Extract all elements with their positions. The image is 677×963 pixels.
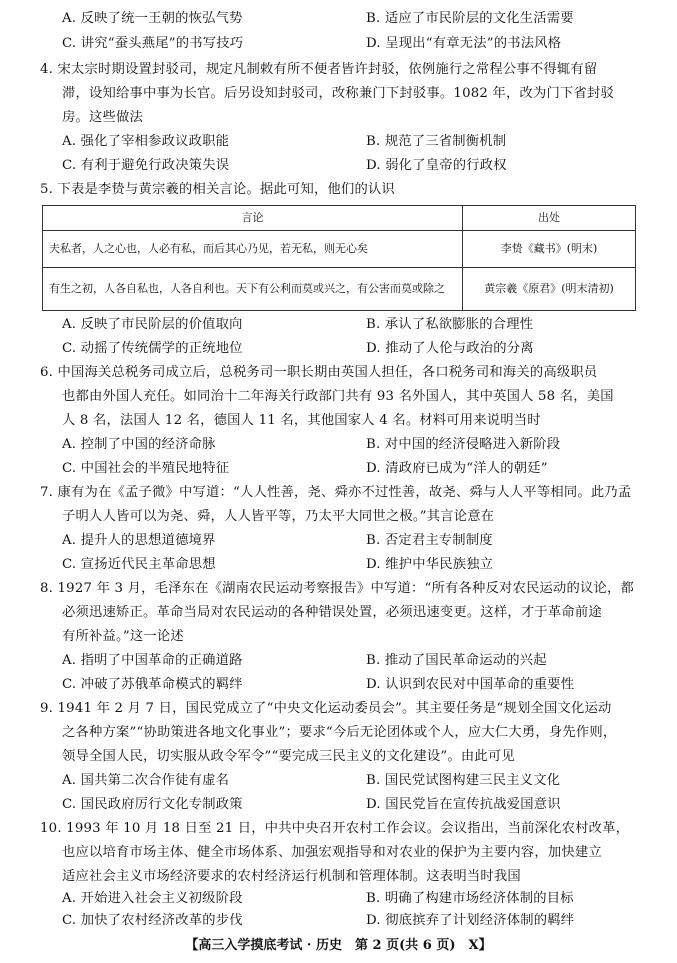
q9-option-d[interactable]: D. 国民党旨在宣传抗战爱国意识 <box>366 797 561 812</box>
q10-option-b[interactable]: B. 明确了构建市场经济体制的目标 <box>366 891 574 906</box>
q4-option-a[interactable]: A. 强化了宰相参政议政职能 <box>62 134 230 149</box>
q8-stem-line: 必须迅速矫正。革命当局对农民运动的各种错误处置，必须迅速变更。这样，才于革命前途 <box>62 605 602 620</box>
q4-option-b[interactable]: B. 规范了三省制衡机制 <box>366 134 507 149</box>
table-row <box>43 268 636 311</box>
q4-option-d[interactable]: D. 弱化了皇帝的行政权 <box>366 158 507 173</box>
q6-stem-line: 也都由外国人充任。如同治十二年海关行政部门共有 93 名外国人，其中英国人 58 名，美国 <box>62 389 614 404</box>
q6-option-d[interactable]: D. 清政府已成为“洋人的朝廷” <box>366 461 548 476</box>
q9-stem-line: 9. 1941 年 2 月 7 日，国民党成立了“中央文化运动委员会”。其主要任务是“规划全国文化运动 <box>40 701 612 716</box>
q9-stem-line: 领导全国人民，切实服从政令军令”“要完成三民主义的文化建设”。由此可见 <box>62 749 515 764</box>
table-row <box>43 231 636 268</box>
q7-option-d[interactable]: D. 维护中华民族独立 <box>366 557 494 572</box>
page-footer: 【高三入学摸底考试 · 历史 第 2 页(共 6 页) X】 <box>185 938 492 953</box>
q7-option-c[interactable]: C. 宣扬近代民主革命思想 <box>62 557 216 572</box>
q6-option-c[interactable]: C. 中国社会的半殖民地特征 <box>62 461 230 476</box>
table-cell-quote: 夫私者，人之心也，人必有私，而后其心乃见，若无私，则无心矣 <box>43 231 463 268</box>
q6-option-b[interactable]: B. 对中国的经济侵略进入新阶段 <box>366 437 561 452</box>
q4-option-c[interactable]: C. 有利于避免行政决策失误 <box>62 158 230 173</box>
q3-option-a[interactable]: A. 反映了统一王朝的恢弘气势 <box>62 11 243 26</box>
q7-stem-line: 子明人人皆可以为尧、舜，人人皆平等，乃太平大同世之极。”其言论意在 <box>62 509 495 524</box>
table-header-cell: 出处 <box>463 206 636 231</box>
q8-option-a[interactable]: A. 指明了中国革命的正确道路 <box>62 653 243 668</box>
q6-stem-line: 6. 中国海关总税务司成立后，总税务司一职长期由英国人担任，各口税务司和海关的高级职员 <box>40 365 598 380</box>
q3-option-b[interactable]: B. 适应了市民阶层的文化生活需要 <box>366 11 574 26</box>
q10-stem-line: 适应社会主义市场经济要求的农村经济运行机制和管理体制。这表明当时我国 <box>62 869 521 884</box>
q10-stem-line: 10. 1993 年 10 月 18 日至 21 日，中共中央召开农村工作会议。会议指出，当前深化农村改革， <box>40 821 630 836</box>
q8-stem-line: 有所补益。”这一论述 <box>62 629 184 644</box>
q8-option-c[interactable]: C. 冲破了苏俄革命模式的羁绊 <box>62 677 243 692</box>
q5-stem: 5. 下表是李贽与黄宗羲的相关言论。据此可知，他们的认识 <box>40 182 395 197</box>
q8-stem-line: 8. 1927 年 3 月，毛泽东在《湖南农民运动考察报告》中写道：“所有各种反对农民运动的议论，都 <box>40 581 634 596</box>
table-cell-source: 黄宗羲《原君》(明末清初) <box>463 268 636 311</box>
q5-option-a[interactable]: A. 反映了市民阶层的价值取向 <box>62 317 243 332</box>
q4-stem-line: 滞，设知给事中事为长官。后另设知封驳司，改称兼门下封驳事。1082 年，改为门下省封驳 <box>62 86 614 101</box>
q10-option-a[interactable]: A. 开始进入社会主义初级阶段 <box>62 891 243 906</box>
q4-stem-line: 4. 宋太宗时期设置封驳司，规定凡制敕有所不便者皆许封驳，依例施行之常程公事不得辄有留 <box>40 62 598 77</box>
table-cell-source: 李贽《藏书》(明末) <box>463 231 636 268</box>
q5-option-b[interactable]: B. 承认了私欲膨胀的合理性 <box>366 317 534 332</box>
q5-option-d[interactable]: D. 推动了人伦与政治的分离 <box>366 341 534 356</box>
q9-option-b[interactable]: B. 国民党试图构建三民主义文化 <box>366 773 561 788</box>
q10-option-c[interactable]: C. 加快了农村经济改革的步伐 <box>62 913 243 928</box>
q7-option-b[interactable]: B. 否定君主专制制度 <box>366 533 493 548</box>
q10-option-d[interactable]: D. 彻底摈弃了计划经济体制的羁绊 <box>366 913 575 928</box>
q6-option-a[interactable]: A. 控制了中国的经济命脉 <box>62 437 216 452</box>
q6-stem-line: 人 8 名，法国人 12 名，德国人 11 名，其他国家人 4 名。材料可用来说明当时 <box>62 413 541 428</box>
q4-stem-line: 房。这些做法 <box>62 110 143 125</box>
q9-option-c[interactable]: C. 国民政府厉行文化专制政策 <box>62 797 243 812</box>
q10-stem-line: 也应以培育市场主体、健全市场体系、加强宏观指导和对农业的保护为主要内容，加快建立 <box>62 845 602 860</box>
q5-option-c[interactable]: C. 动摇了传统儒学的正统地位 <box>62 341 243 356</box>
q3-option-c[interactable]: C. 讲究“蚕头燕尾”的书写技巧 <box>62 36 244 51</box>
q9-option-a[interactable]: A. 国共第二次合作徒有虚名 <box>62 773 230 788</box>
table-header-row <box>43 206 636 231</box>
quote-table <box>42 205 636 311</box>
q3-option-d[interactable]: D. 呈现出“有章无法”的书法风格 <box>366 36 562 51</box>
q8-option-d[interactable]: D. 认识到农民对中国革命的重要性 <box>366 677 575 692</box>
q8-option-b[interactable]: B. 推动了国民革命运动的兴起 <box>366 653 547 668</box>
q9-stem-line: 之各种方案”“协助策进各地文化事业”；要求“今后无论团体或个人，应大仁大勇，身先作则， <box>62 725 617 740</box>
q7-stem-line: 7. 康有为在《孟子微》中写道：“人人性善，尧、舜亦不过性善，故尧、舜与人人平等相同。此乃孟 <box>40 485 632 500</box>
table-header-cell: 言论 <box>43 206 463 231</box>
table-cell-quote: 有生之初，人各自私也，人各自利也。天下有公利而莫或兴之，有公害而莫或除之 <box>43 268 463 311</box>
q7-option-a[interactable]: A. 提升人的思想道德境界 <box>62 533 216 548</box>
